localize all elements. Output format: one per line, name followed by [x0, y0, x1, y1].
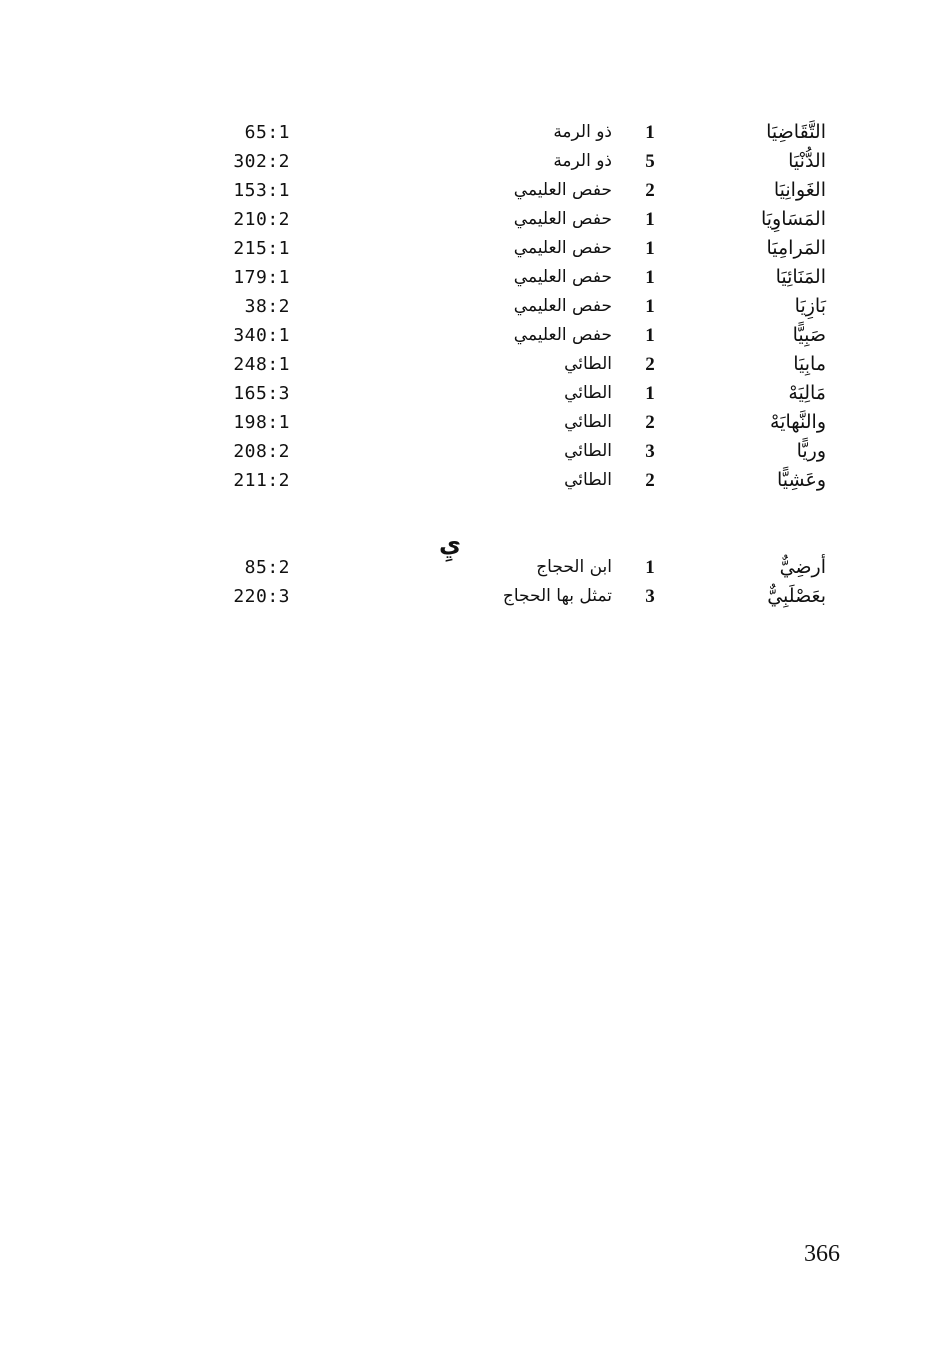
verse-count: 1: [645, 209, 655, 230]
verse-count: 1: [645, 238, 655, 259]
verse-count: 1: [645, 557, 655, 578]
verse-count: 3: [645, 441, 655, 462]
verse-count: 2: [645, 412, 655, 433]
list-item: [0, 379, 946, 408]
list-item: [0, 263, 946, 292]
poet-name: حفص العليمي: [513, 267, 612, 287]
list-item: [0, 466, 946, 495]
rhyme-word: وعَشِيًّا: [777, 469, 826, 491]
list-item: [0, 553, 946, 582]
rhyme-word: وريًّا: [796, 440, 826, 462]
rhyme-word: أرضِيٌّ: [779, 556, 826, 578]
poet-name: حفص العليمي: [513, 238, 612, 258]
rhyme-word: بَازِيَا: [794, 295, 826, 317]
list-item: [0, 292, 946, 321]
section-heading-letter: يِ: [439, 530, 461, 558]
page-reference: 65:1: [244, 122, 290, 143]
page-reference: 179:1: [233, 267, 290, 288]
page-reference: 340:1: [233, 325, 290, 346]
rhyme-word: الغَوانِيَا: [773, 179, 826, 201]
list-item: [0, 408, 946, 437]
list-item: [0, 582, 946, 611]
rhyme-word: المَنَائِيَا: [775, 266, 826, 288]
poet-name: حفص العليمي: [513, 296, 612, 316]
page-reference: 165:3: [233, 383, 290, 404]
poet-name: الطائي: [564, 470, 612, 490]
page-reference: 302:2: [233, 151, 290, 172]
verse-count: 1: [645, 122, 655, 143]
poet-name: الطائي: [564, 354, 612, 374]
poet-name: ذو الرمة: [553, 151, 612, 171]
verse-count: 2: [645, 470, 655, 491]
page-reference: 85:2: [244, 557, 290, 578]
list-item: [0, 205, 946, 234]
list-item: [0, 147, 946, 176]
list-item: [0, 234, 946, 263]
poet-name: حفص العليمي: [513, 180, 612, 200]
verse-count: 3: [645, 586, 655, 607]
rhyme-word: المَسَاوِيَا: [760, 208, 826, 230]
verse-count: 1: [645, 296, 655, 317]
page-reference: 153:1: [233, 180, 290, 201]
page-reference: 248:1: [233, 354, 290, 375]
verse-count: 2: [645, 354, 655, 375]
page-reference: 208:2: [233, 441, 290, 462]
list-item: [0, 176, 946, 205]
verse-count: 1: [645, 267, 655, 288]
poet-name: ذو الرمة: [553, 122, 612, 142]
rhyme-word: مَالِيَهْ: [788, 382, 826, 404]
list-item: [0, 321, 946, 350]
poet-name: الطائي: [564, 412, 612, 432]
verse-count: 5: [645, 151, 655, 172]
rhyme-word: صَبِيًّا: [792, 324, 826, 346]
rhyme-word: التَّقَاضِيَا: [766, 121, 826, 143]
page-reference: 215:1: [233, 238, 290, 259]
page-reference: 211:2: [233, 470, 290, 491]
rhyme-word: مابِيَا: [793, 353, 826, 375]
page-reference: 210:2: [233, 209, 290, 230]
verse-count: 1: [645, 325, 655, 346]
poet-name: تمثل بها الحجاج: [502, 586, 612, 606]
rhyme-word: بعَصْلَبِيٌّ: [767, 585, 826, 607]
poet-name: حفص العليمي: [513, 325, 612, 345]
list-item: [0, 437, 946, 466]
poet-name: حفص العليمي: [513, 209, 612, 229]
rhyme-word: والنَّهايَهْ: [770, 411, 826, 433]
poet-name: الطائي: [564, 441, 612, 461]
page-reference: 198:1: [233, 412, 290, 433]
list-item: [0, 118, 946, 147]
page-number: 366: [804, 1241, 840, 1267]
page-reference: 220:3: [233, 586, 290, 607]
rhyme-word: الدُّنْيَا: [788, 150, 826, 172]
verse-count: 2: [645, 180, 655, 201]
list-item: [0, 350, 946, 379]
poet-name: الطائي: [564, 383, 612, 403]
poet-name: ابن الحجاج: [536, 557, 612, 577]
page-reference: 38:2: [244, 296, 290, 317]
rhyme-word: المَرامِيَا: [766, 237, 826, 259]
verse-count: 1: [645, 383, 655, 404]
